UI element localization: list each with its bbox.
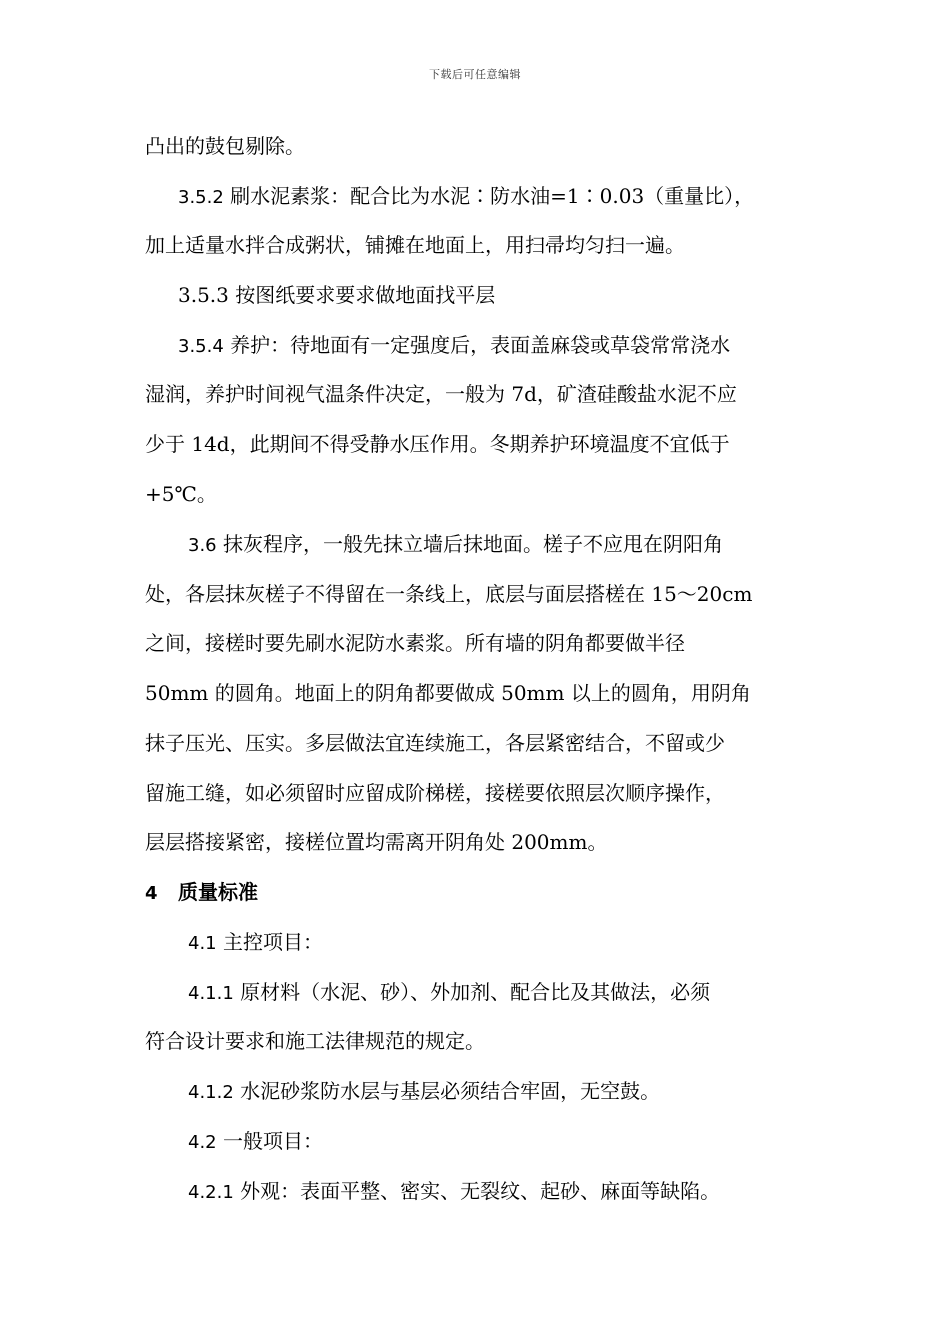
line-text: 3.5.3 按图纸要求要求做地面找平层: [178, 283, 496, 307]
text-line: [188, 928, 323, 958]
line-text: 符合设计要求和施工法律规范的规定。: [145, 1029, 485, 1053]
line-text: 少于 14d，此期间不得受静水压作用。冬期养护环境温度不宜低于: [145, 432, 730, 456]
text-line: [178, 281, 495, 309]
section-number: 4.1: [188, 933, 217, 954]
text-line: [188, 1127, 323, 1157]
section-number: 4.1.2: [188, 1082, 234, 1103]
line-text: +5℃。: [145, 482, 217, 506]
text-line: [178, 331, 730, 361]
text-line: [145, 629, 685, 657]
section-number: 3.5.2: [178, 187, 224, 208]
line-text: 50mm 的圆角。地面上的阴角都要做成 50mm 以上的圆角，用阴角: [145, 681, 751, 705]
line-text: 层层搭接紧密，接槎位置均需离开阴角处 200mm。: [145, 830, 608, 854]
heading-text: 质量标准: [178, 880, 258, 904]
line-text: 刷水泥素浆：配合比为水泥∶防水油=1∶0.03（重量比），: [223, 184, 755, 208]
line-text: 之间，接槎时要先刷水泥防水素浆。所有墙的阴角都要做半径: [145, 631, 685, 655]
text-line: [188, 1077, 660, 1107]
text-line: [145, 828, 607, 856]
line-text: 凸出的鼓包剔除。: [145, 134, 305, 158]
text-line: [145, 679, 751, 707]
line-text: 湿润，养护时间视气温条件决定，一般为 7d，矿渣硅酸盐水泥不应: [145, 382, 737, 406]
section-number: 3.6: [188, 535, 217, 556]
text-line: [188, 978, 710, 1008]
text-line: [145, 430, 730, 458]
text-line: [145, 1027, 485, 1055]
text-line: [145, 231, 685, 259]
line-text: 主控项目：: [216, 930, 323, 954]
line-text: 留施工缝，如必须留时应留成阶梯槎，接槎要依照层次顺序操作，: [145, 781, 725, 805]
text-line: [145, 380, 737, 408]
text-line: [188, 530, 723, 560]
line-text: 水泥砂浆防水层与基层必须结合牢固，无空鼓。: [233, 1079, 661, 1103]
text-line: [145, 779, 725, 807]
line-text: 养护：待地面有一定强度后，表面盖麻袋或草袋常常浇水: [223, 333, 731, 357]
line-text: 处，各层抹灰槎子不得留在一条线上，底层与面层搭槎在 15～20cm: [145, 582, 753, 606]
line-text: 一般项目：: [216, 1129, 323, 1153]
line-text: 加上适量水拌合成粥状，铺摊在地面上，用扫帚均匀扫一遍。: [145, 233, 685, 257]
header-note: 下载后可任意编辑: [429, 68, 521, 81]
line-text: 原材料（水泥、砂）、外加剂、配合比及其做法，必须: [233, 980, 711, 1004]
text-line: [178, 182, 754, 212]
section-number: 3.5.4: [178, 336, 224, 357]
section-number: 4.2: [188, 1132, 217, 1153]
section-heading: [145, 878, 258, 908]
text-line: [145, 729, 725, 757]
text-line: [145, 580, 752, 608]
section-number: 4: [145, 883, 158, 904]
text-line: [145, 132, 305, 160]
line-text: 抹子压光、压实。多层做法宜连续施工，各层紧密结合，不留或少: [145, 731, 725, 755]
line-text: 抹灰程序，一般先抹立墙后抹地面。槎子不应甩在阴阳角: [216, 532, 723, 556]
line-text: 外观：表面平整、密实、无裂纹、起砂、麻面等缺陷。: [233, 1179, 721, 1203]
section-number: 4.2.1: [188, 1182, 234, 1203]
section-number: 4.1.1: [188, 983, 234, 1004]
text-line: [145, 480, 217, 508]
text-line: [188, 1177, 720, 1207]
